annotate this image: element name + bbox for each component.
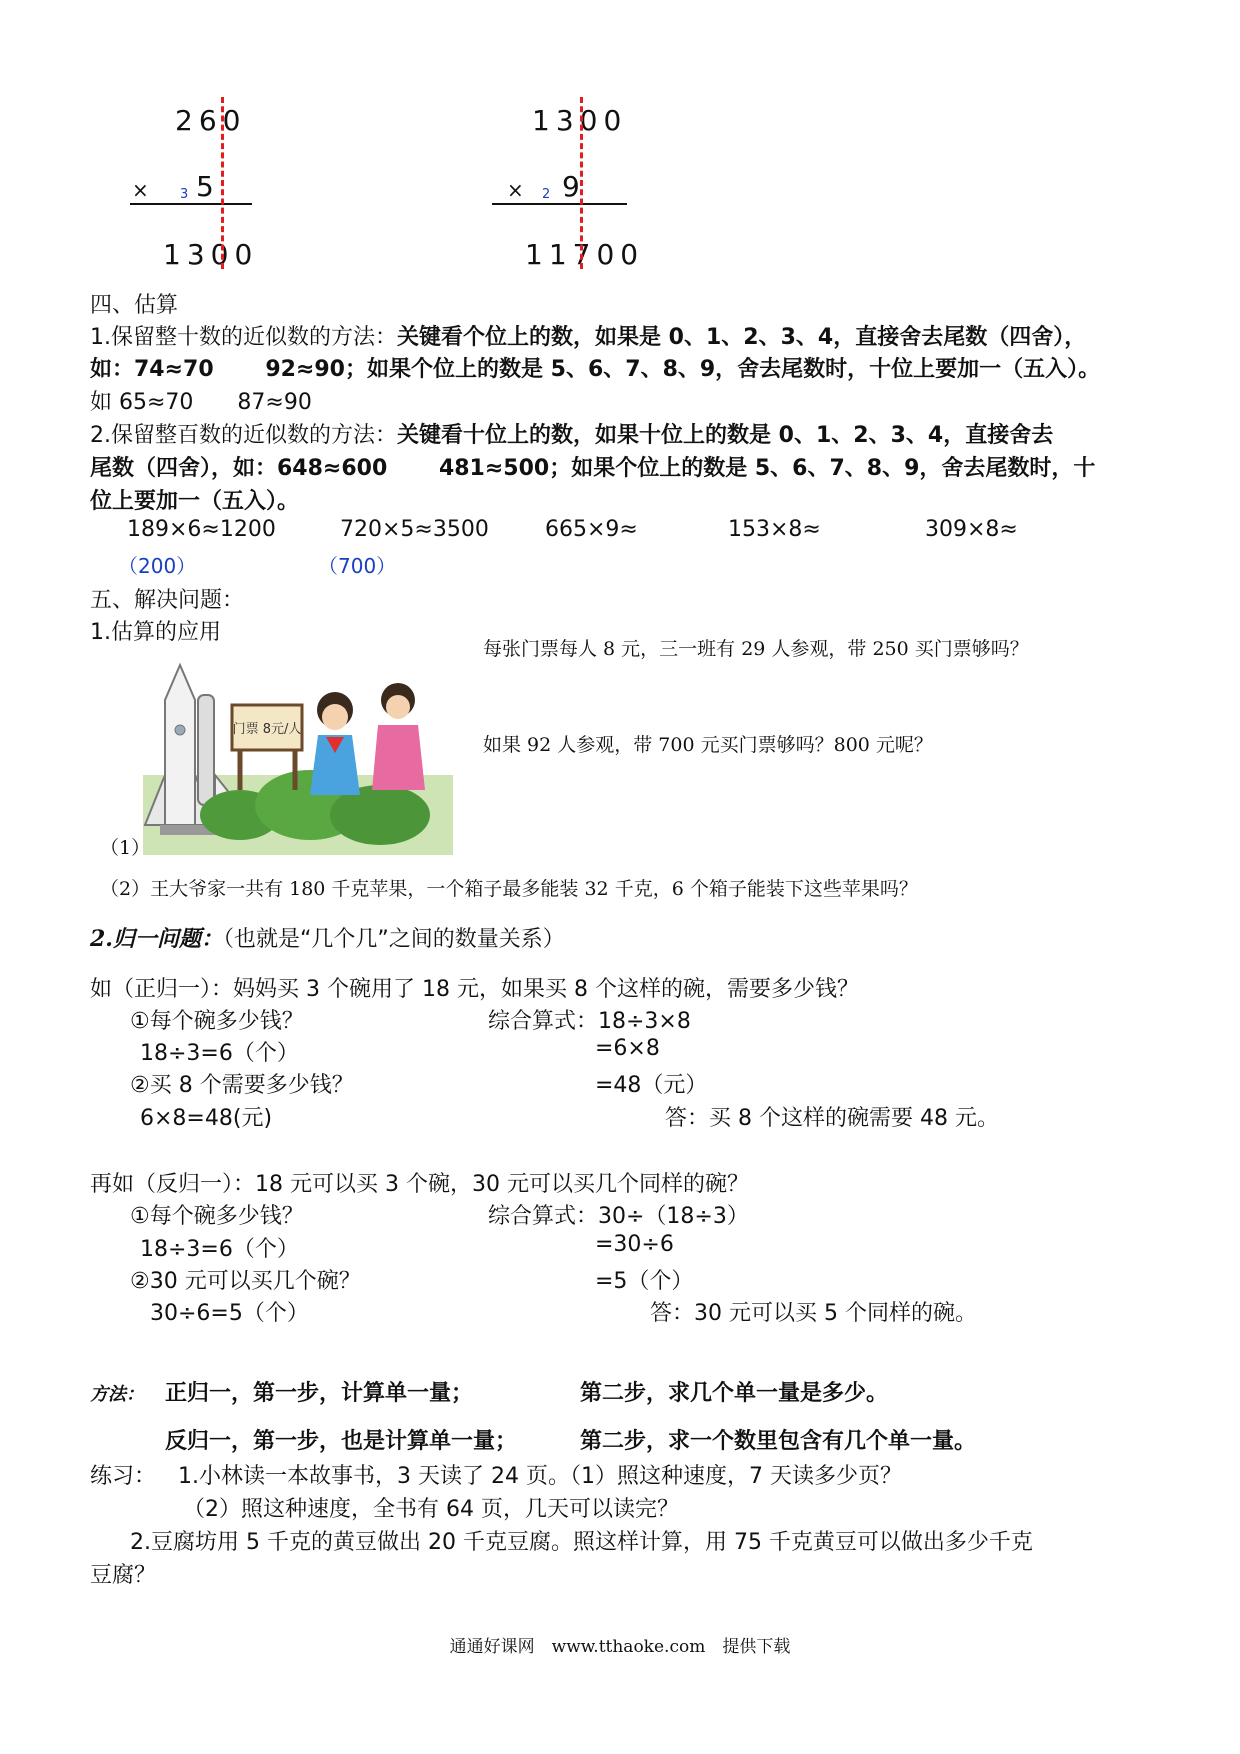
ex2-combined-2: =30÷6	[595, 1232, 674, 1257]
ex1-step1: ①每个碗多少钱？	[130, 1009, 304, 1034]
sec4-rule2-line1	[90, 418, 1053, 449]
sec4-rule2-bold: 关键看十位上的数，如果十位上的数是 0、1、2、3、4，直接舍去	[397, 423, 1054, 448]
mult1-top: 260	[175, 104, 247, 137]
method-reverse-step1: 反归一，第一步，也是计算单一量；	[165, 1429, 518, 1454]
method-label: 方法：	[90, 1384, 144, 1405]
method-reverse-step2: 第二步，求一个数里包含有几个单一量。	[580, 1429, 977, 1454]
ex2-calc1: 18÷3=6（个）	[140, 1237, 299, 1262]
mult2-digit: 9	[562, 170, 586, 203]
practice-2-line1: 2.豆腐坊用 5 千克的黄豆做出 20 千克豆腐。照这样计算，用 75 千克黄豆可以做出多少千克	[130, 1530, 1033, 1555]
mult1-carry: 3	[180, 187, 189, 202]
sec4-heading: 四、估算	[90, 293, 179, 318]
mult1-digit: 5	[196, 170, 220, 203]
ex2-answer: 答：30 元可以买 5 个同样的碗。	[650, 1301, 977, 1326]
practice-1: 1.小林读一本故事书，3 天读了 24 页。（1）照这种速度，7 天读多少页？	[178, 1464, 902, 1489]
mult2-result: 11700	[525, 238, 645, 271]
ex1-combined-2: =6×8	[595, 1036, 660, 1061]
practice-2-line2: 豆腐？	[90, 1563, 157, 1588]
sec4-rule1-prefix: 1.保留整十数的近似数的方法：	[90, 325, 397, 350]
ex1-calc2: 6×8=48(元)	[140, 1106, 273, 1131]
estimate-note-1: （200）	[118, 554, 197, 578]
sec4-rule1-example: 如 65≈70 87≈90	[90, 390, 312, 415]
ex2-calc2: 30÷6=5（个）	[150, 1301, 309, 1326]
ex1-calc1: 18÷3=6（个）	[140, 1041, 299, 1066]
footer: 通通好课网 www.tthaoke.com 提供下载	[449, 1637, 791, 1657]
ex2-combined: 综合算式：30÷（18÷3）	[488, 1204, 749, 1229]
problem-1-label: （1）	[100, 837, 151, 859]
method-forward-step2: 第二步，求几个单一量是多少。	[580, 1381, 889, 1406]
ex1-answer: 答：买 8 个这样的碗需要 48 元。	[665, 1106, 999, 1131]
mult1-op: ×	[132, 178, 149, 202]
question-3: （2）王大爷家一共有 180 千克苹果，一个箱子最多能装 32 千克，6 个箱子能装下这些苹果吗？	[100, 878, 918, 900]
sec4-rule2-line3: 位上要加一（五入）。	[90, 489, 300, 514]
rocket-children-illustration	[140, 655, 460, 855]
question-2: 如果 92 人参观，带 700 元买门票够吗？800 元呢？	[483, 734, 933, 756]
sec4-rule1-bold: 关键看个位上的数，如果是 0、1、2、3、4，直接舍去尾数（四舍），	[397, 325, 1087, 350]
estimate-ex-3: 665×9≈	[545, 517, 638, 542]
mult1-result: 1300	[163, 238, 259, 271]
question-1: 每张门票每人 8 元，三一班有 29 人参观，带 250 买门票够吗？	[483, 638, 1029, 660]
estimate-ex-5: 309×8≈	[925, 517, 1018, 542]
mult2-rule	[492, 203, 627, 205]
estimate-note-2: （700）	[318, 554, 397, 578]
sec5-sub2	[90, 922, 565, 953]
practice-label: 练习：	[90, 1464, 157, 1489]
ex2-combined-3: =5（个）	[595, 1269, 694, 1294]
estimate-ex-4: 153×8≈	[728, 517, 821, 542]
mult2-top: 1300	[532, 104, 628, 137]
mult1-red-guide	[221, 97, 224, 269]
practice-1-part2: （2）照这种速度，全书有 64 页，几天可以读完？	[183, 1497, 679, 1522]
sec4-rule2-prefix: 2.保留整百数的近似数的方法：	[90, 423, 397, 448]
mult2-op: ×	[507, 178, 524, 202]
ex2-step2: ②30 元可以买几个碗？	[130, 1269, 361, 1294]
estimate-ex-2: 720×5≈3500	[340, 517, 489, 542]
mult2-carry: 2	[542, 187, 551, 202]
sec5-sub2-rest: （也就是“几个几”之间的数量关系）	[222, 927, 565, 952]
ticket-sign-text: 门票 8元/人	[232, 722, 302, 737]
sec4-rule1-line1	[90, 320, 1086, 351]
child-boy	[372, 683, 425, 790]
ex1-step2: ②买 8 个需要多少钱？	[130, 1073, 354, 1098]
ex1-combined-3: =48（元）	[595, 1073, 708, 1098]
sec5-sub2-label: 2.归一问题：	[90, 926, 223, 952]
mult2-red-guide	[580, 97, 583, 269]
ex2-step1: ①每个碗多少钱？	[130, 1204, 304, 1229]
ex1-title: 如（正归一）：妈妈买 3 个碗用了 18 元，如果买 8 个这样的碗，需要多少钱？	[90, 977, 859, 1002]
mult1-rule	[130, 203, 252, 205]
ex1-combined: 综合算式：18÷3×8	[488, 1009, 691, 1034]
ex2-title: 再如（反归一）：18 元可以买 3 个碗，30 元可以买几个同样的碗？	[90, 1172, 749, 1197]
sec4-rule1-line2: 如：74≈70 92≈90；如果个位上的数是 5、6、7、8、9，舍去尾数时，十位上要加一（五入）。	[90, 357, 1101, 382]
method-forward-step1: 正归一，第一步，计算单一量；	[165, 1381, 474, 1406]
sec5-heading: 五、解决问题：	[90, 588, 245, 613]
sec5-sub1: 1.估算的应用	[90, 620, 221, 645]
child-girl	[310, 692, 360, 795]
sec4-rule2-line2: 尾数（四舍），如：648≈600 481≈500；如果个位上的数是 5、6、7、8、9，舍去尾数时，十	[90, 456, 1096, 481]
estimate-ex-1: 189×6≈1200	[127, 517, 276, 542]
